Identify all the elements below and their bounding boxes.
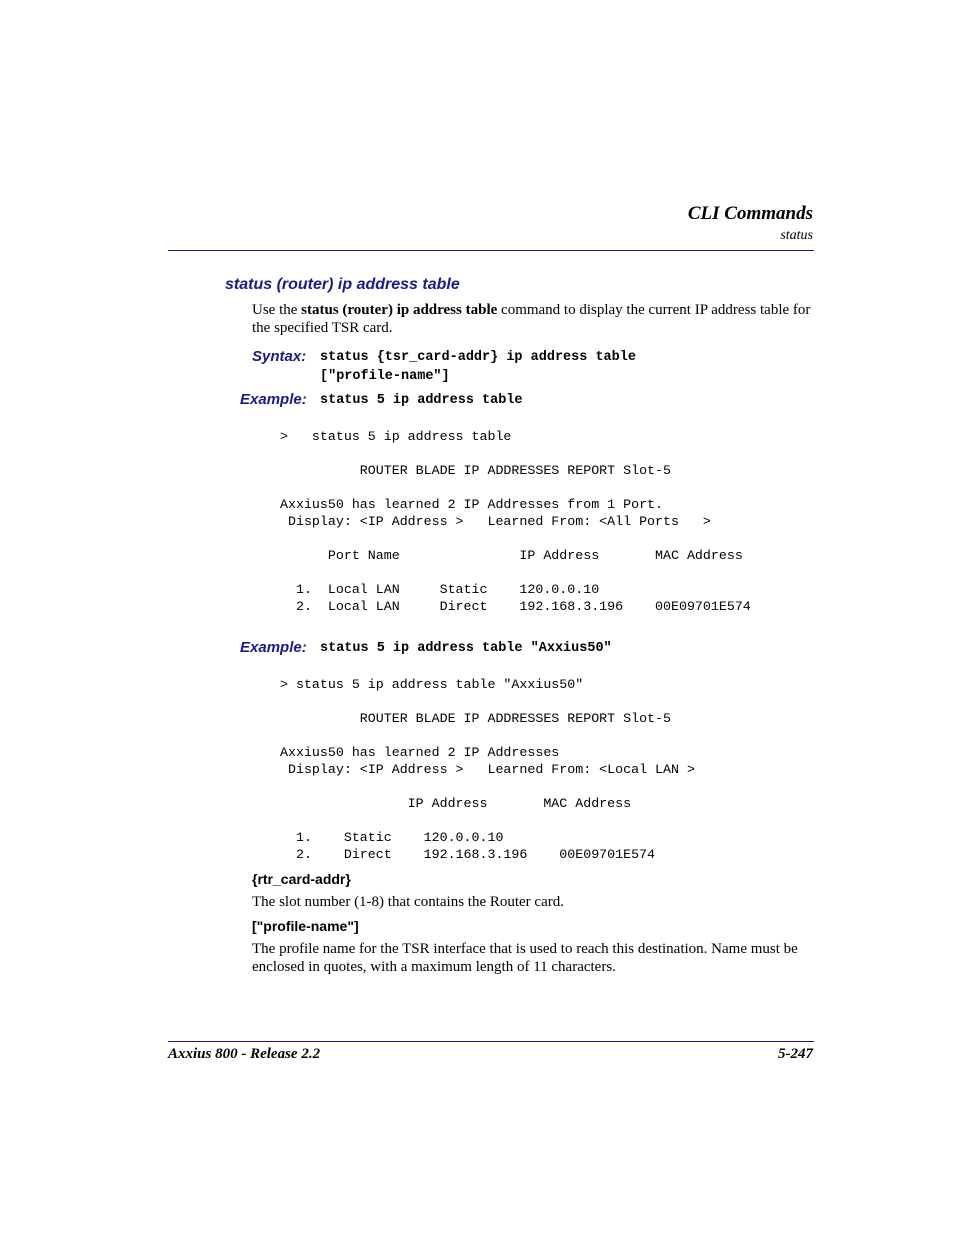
intro-suffix: command to display the current IP address table for the specified TSR card.: [252, 302, 811, 336]
example2-output: [280, 659, 695, 880]
output-line: [280, 564, 751, 581]
output-line: [280, 812, 695, 829]
intro-prefix: Use the: [252, 302, 302, 318]
output-line: 1. Static 120.0.0.10: [280, 830, 504, 845]
output-line: [280, 445, 751, 462]
example2-label: Example:: [240, 639, 307, 656]
section-title: status (router) ip address table: [225, 276, 460, 293]
output-line: Port Name IP Address MAC Address: [280, 548, 743, 563]
output-line: > status 5 ip address table "Axxius50": [280, 677, 584, 692]
param-desc-rtr-card-addr: The slot number (1-8) that contains the Router card.: [252, 894, 564, 910]
output-line: > status 5 ip address table: [280, 429, 512, 444]
syntax-line-2: ["profile-name"]: [320, 369, 450, 384]
syntax-label: Syntax:: [252, 348, 307, 365]
intro-command: status (router) ip address table: [301, 302, 498, 318]
syntax-line-1: status {tsr_card-addr} ip address table: [320, 350, 636, 365]
output-line: Axxius50 has learned 2 IP Addresses: [280, 745, 560, 760]
chapter-subtitle: status: [780, 228, 813, 243]
header-rule: [168, 250, 814, 251]
output-line: 2. Direct 192.168.3.196 00E09701E574: [280, 847, 656, 862]
param-name-profile-name: ["profile-name"]: [252, 918, 359, 934]
output-line: [280, 778, 695, 795]
footer-product: Axxius 800 - Release 2.2: [168, 1046, 321, 1062]
output-line: Display: <IP Address > Learned From: <All Ports >: [280, 514, 711, 529]
footer-rule: [168, 1041, 814, 1042]
output-line: ROUTER BLADE IP ADDRESSES REPORT Slot-5: [280, 711, 671, 726]
output-line: IP Address MAC Address: [280, 796, 632, 811]
intro-paragraph: [252, 301, 814, 337]
output-line: [280, 727, 695, 744]
chapter-title: CLI Commands: [687, 203, 813, 224]
output-line: [280, 479, 751, 496]
output-line: 1. Local LAN Static 120.0.0.10: [280, 582, 600, 597]
example2-command: status 5 ip address table "Axxius50": [320, 641, 612, 656]
example1-command: status 5 ip address table: [320, 393, 523, 408]
output-line: Display: <IP Address > Learned From: <Local LAN >: [280, 762, 695, 777]
param-desc-profile-name: The profile name for the TSR interface that is used to reach this destination. Name must be enclosed in quotes, with a maximum length of 11 characters.: [252, 941, 798, 975]
example1-label: Example:: [240, 391, 307, 408]
output-line: Axxius50 has learned 2 IP Addresses from 1 Port.: [280, 497, 664, 512]
param-name-rtr-card-addr: {rtr_card-addr}: [252, 871, 351, 887]
output-line: 2. Local LAN Direct 192.168.3.196 00E09701E574: [280, 599, 751, 614]
example1-output: [280, 411, 751, 632]
output-line: [280, 693, 695, 710]
output-line: ROUTER BLADE IP ADDRESSES REPORT Slot-5: [280, 463, 671, 478]
output-line: [280, 530, 751, 547]
footer-page-number: 5-247: [778, 1046, 813, 1062]
